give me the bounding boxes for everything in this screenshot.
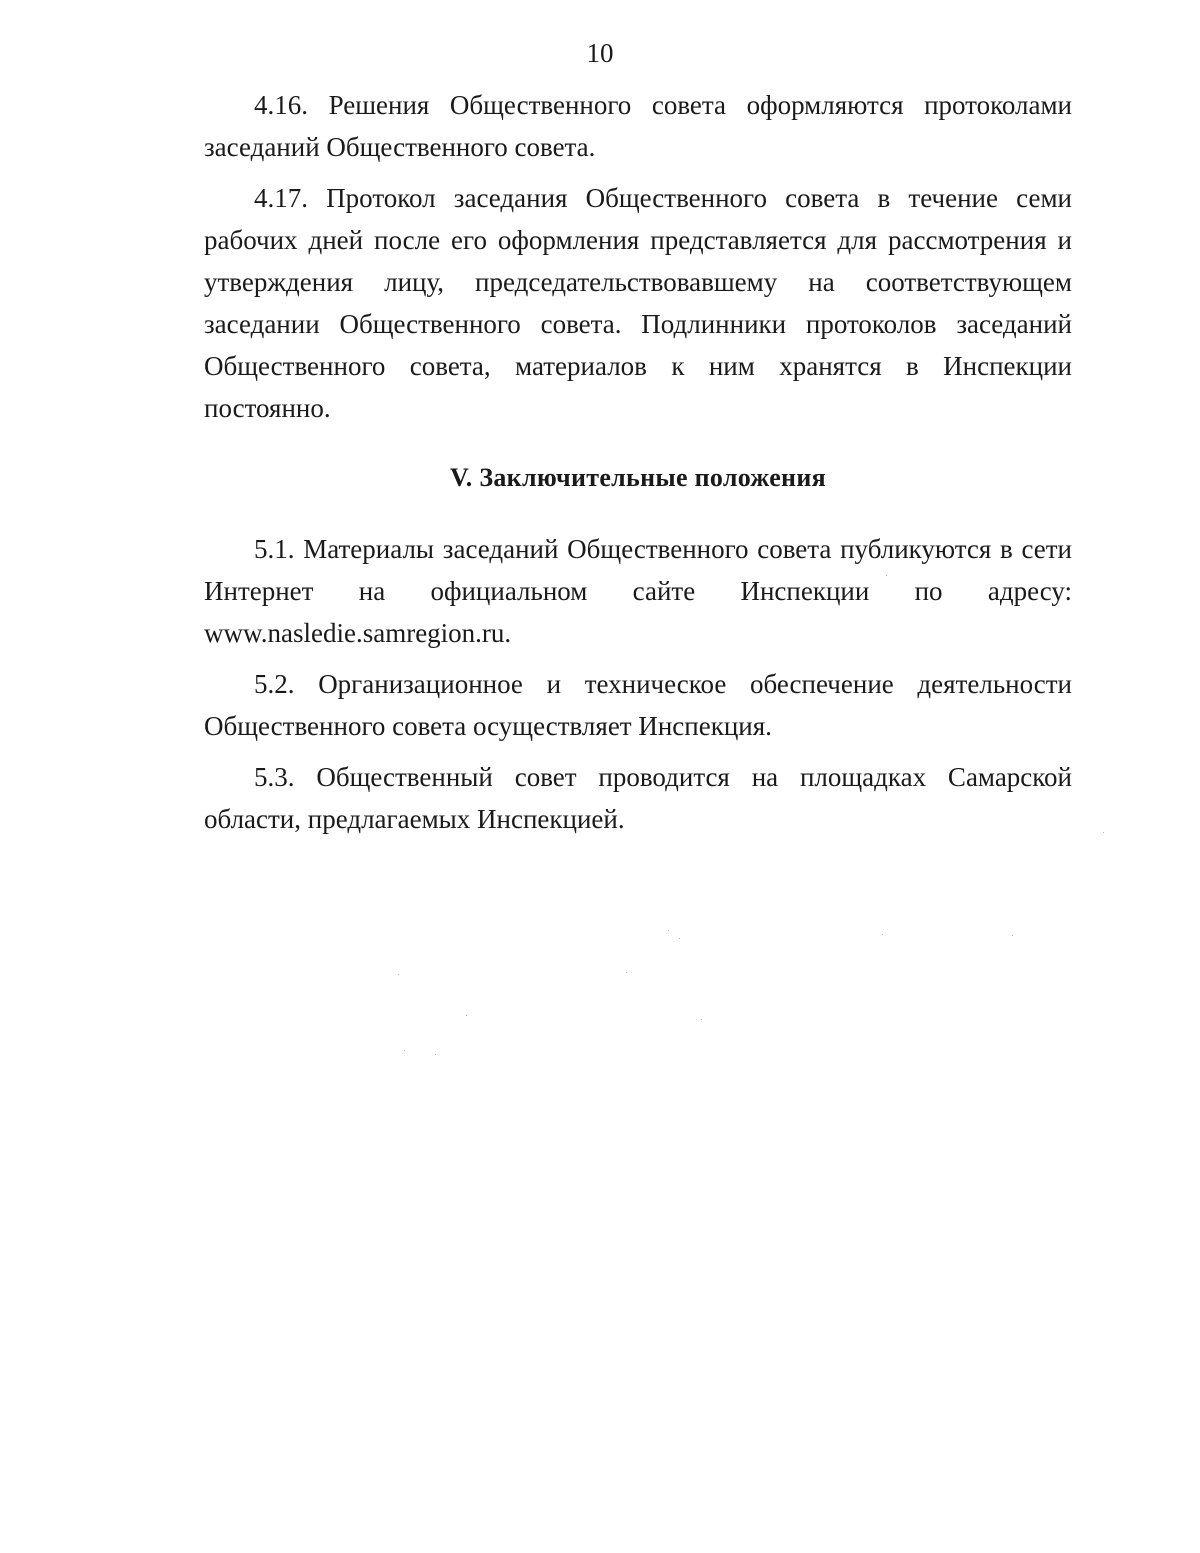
page-number: 10 [586, 38, 614, 68]
scan-speck [679, 938, 680, 939]
scan-speck [398, 974, 399, 975]
scan-speck [886, 575, 887, 576]
scan-speck [1103, 832, 1104, 833]
scan-speck [435, 1054, 436, 1055]
paragraph-4-16: 4.16. Решения Общественного совета оформляются протоколами заседаний Общественного совета. [204, 90, 1072, 162]
paragraph-5-1: 5.1. Материалы заседаний Общественного совета публикуются в сети Интернет на официальном сайте Инспекции по адресу: www.nasledie.samregion.ru. [204, 534, 1072, 648]
document-body [204, 84, 1072, 840]
scan-speck [668, 930, 669, 931]
scan-speck [466, 1015, 467, 1016]
scan-speck [701, 1019, 702, 1020]
paragraph-5-2: 5.2. Организационное и техническое обеспечение деятельности Общественного совета осуществляет Инспекция. [204, 669, 1072, 741]
scan-speck [404, 1050, 405, 1051]
scan-speck [626, 972, 627, 973]
scan-speck [1012, 935, 1013, 936]
paragraph-5-3: 5.3. Общественный совет проводится на площадках Самарской области, предлагаемых Инспекцией. [204, 762, 1072, 834]
section-heading-final-provisions: V. Заключительные положения [450, 463, 826, 492]
paragraph-4-17: 4.17. Протокол заседания Общественного совета в течение семи рабочих дней после его оформления представляется для рассмотрения и утверждения лицу, председательствовавшему на соответствующем заседании Общественного совета. Подлинники протоколов заседаний Общественного совета, материалов к ним хранятся в Инспекции постоянно. [204, 183, 1072, 423]
scan-speck [882, 934, 883, 935]
